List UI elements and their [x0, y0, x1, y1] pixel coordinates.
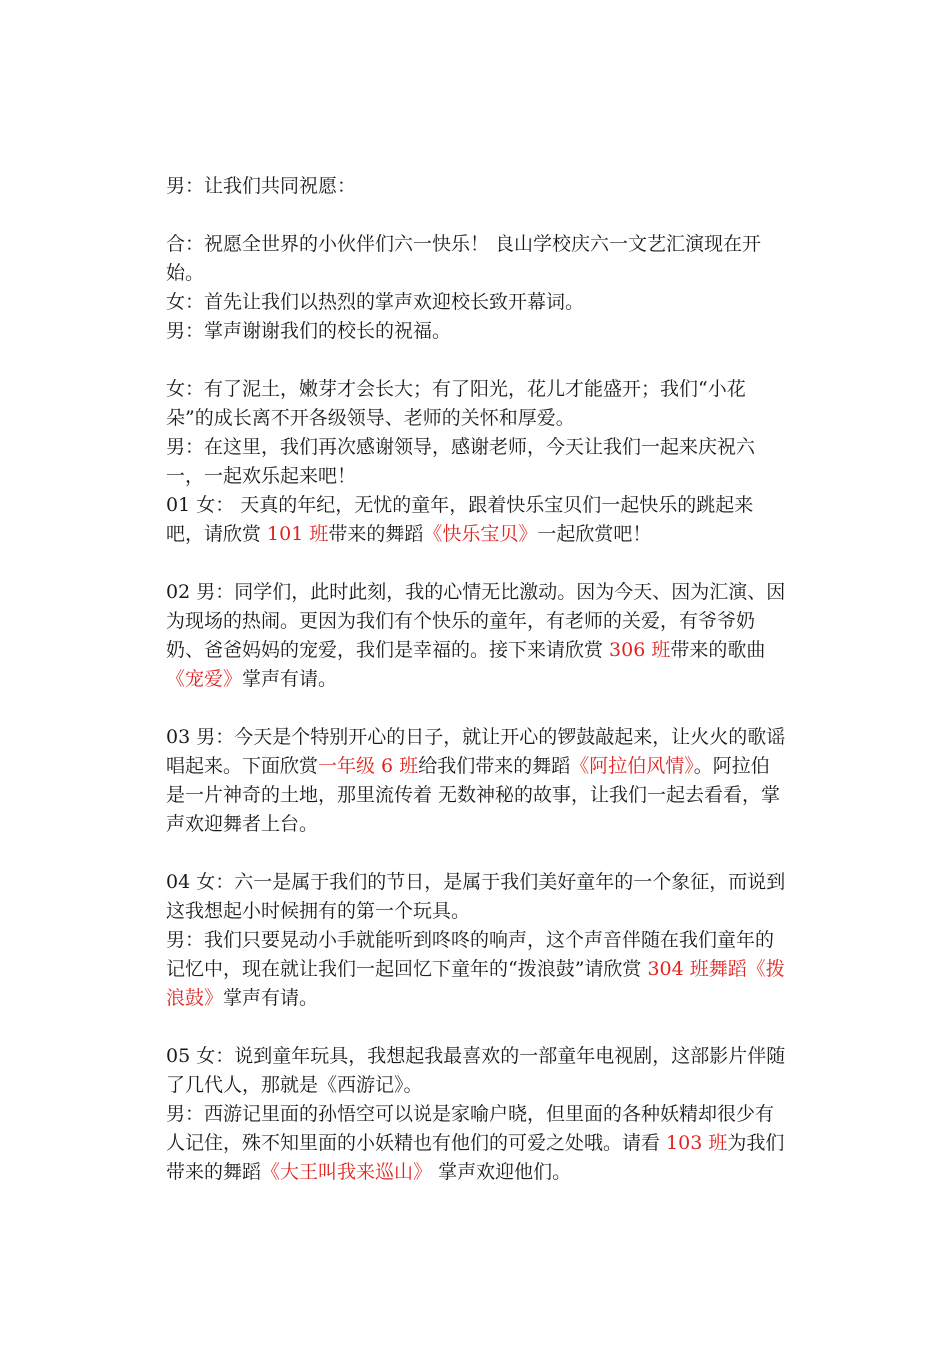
paragraph-spacer [166, 1013, 788, 1042]
paragraph-text: 男：让我们共同祝愿： [166, 175, 357, 197]
paragraph-text: 男：在这里，我们再次感谢领导，感谢老师，今天让我们一起来庆祝六一，一起欢乐起来吧！ [166, 436, 756, 487]
paragraph-text: 女：有了泥土，嫩芽才会长大；有了阳光，花儿才能盛开；我们“小花朵”的成长离不开各级领导、老师的关怀和厚爱。 [166, 378, 746, 429]
highlighted-program-text: 304 班舞蹈《拨浪鼓》 [166, 958, 785, 1009]
paragraph-spacer [166, 839, 788, 868]
script-paragraph [166, 172, 788, 201]
highlighted-program-text: 101 班 [267, 523, 329, 545]
highlighted-program-text: 《阿拉伯风情》 [570, 755, 694, 777]
paragraph-text: 05 女：说到童年玩具，我想起我最喜欢的一部童年电视剧，这部影片伴随了几代人，那就是《西游记》。 [166, 1045, 786, 1096]
paragraph-text: 合：祝愿全世界的小伙伴们六一快乐！ 良山学校庆六一文艺汇演现在开始。 [166, 233, 762, 284]
paragraph-text: 01 女： 天真的年纪，无忧的童年，跟着快乐宝贝们一起快乐的跳起来吧，请欣赏 [166, 494, 754, 545]
paragraph-spacer [166, 549, 788, 578]
paragraph-spacer [166, 346, 788, 375]
highlighted-program-text: 《大王叫我来巡山》 [261, 1161, 433, 1183]
paragraph-text: 掌声有请。 [223, 987, 319, 1009]
script-paragraph [166, 433, 788, 491]
paragraph-text: 03 男：今天是个特别开心的日子，就让开心的锣鼓敲起来，让火火的歌谣唱起来。下面欣赏 [166, 726, 786, 777]
script-paragraph [166, 1042, 788, 1100]
paragraph-text: 掌声有请。 [242, 668, 338, 690]
script-paragraph [166, 723, 788, 839]
highlighted-program-text: 《快乐宝贝》 [423, 523, 538, 545]
paragraph-text: 女：首先让我们以热烈的掌声欢迎校长致开幕词。 [166, 291, 585, 313]
script-paragraph [166, 230, 788, 288]
highlighted-program-text: 306 班 [609, 639, 671, 661]
paragraph-spacer [166, 694, 788, 723]
script-paragraph [166, 868, 788, 926]
paragraph-text: 。阿拉伯是一片神奇的土地，那里流传着 无数神秘的故事，让我们一起去看看，掌声欢迎舞者上台。 [166, 755, 781, 835]
script-paragraph [166, 926, 788, 1013]
paragraph-text: 带来的歌曲 [670, 639, 766, 661]
document-body [166, 172, 788, 1187]
paragraph-text: 掌声欢迎他们。 [432, 1161, 572, 1183]
highlighted-program-text: 《宠爱》 [166, 668, 243, 690]
paragraph-text: 带来的舞蹈 [328, 523, 424, 545]
paragraph-text: 04 女：六一是属于我们的节日，是属于我们美好童年的一个象征，而说到这我想起小时候拥有的第一个玩具。 [166, 871, 786, 922]
script-paragraph [166, 288, 788, 317]
paragraph-spacer [166, 201, 788, 230]
paragraph-text: 给我们带来的舞蹈 [418, 755, 571, 777]
script-paragraph [166, 317, 788, 346]
paragraph-text: 男：西游记里面的孙悟空可以说是家喻户晓，但里面的各种妖精却很少有人记住，殊不知里面的小妖精也有他们的可爱之处哦。请看 [166, 1103, 775, 1154]
script-paragraph [166, 1100, 788, 1187]
paragraph-text: 一起欣赏吧！ [537, 523, 652, 545]
paragraph-text: 02 男：同学们，此时此刻，我的心情无比激动。因为今天、因为汇演、因为现场的热闹。更因为我们有个快乐的童年，有老师的关爱，有爷爷奶奶、爸爸妈妈的宠爱，我们是幸福的。接下来请欣赏 [166, 581, 786, 661]
paragraph-text: 男：我们只要晃动小手就能听到咚咚的响声，这个声音伴随在我们童年的记忆中，现在就让我们一起回忆下童年的“拨浪鼓”请欣赏 [166, 929, 775, 980]
paragraph-text: 男：掌声谢谢我们的校长的祝福。 [166, 320, 452, 342]
script-paragraph [166, 578, 788, 694]
highlighted-program-text: 103 班 [666, 1132, 728, 1154]
script-paragraph [166, 375, 788, 433]
paragraph-text: 为我们带来的舞蹈 [166, 1132, 785, 1183]
script-paragraph [166, 491, 788, 549]
highlighted-program-text: 一年级 6 班 [318, 755, 419, 777]
